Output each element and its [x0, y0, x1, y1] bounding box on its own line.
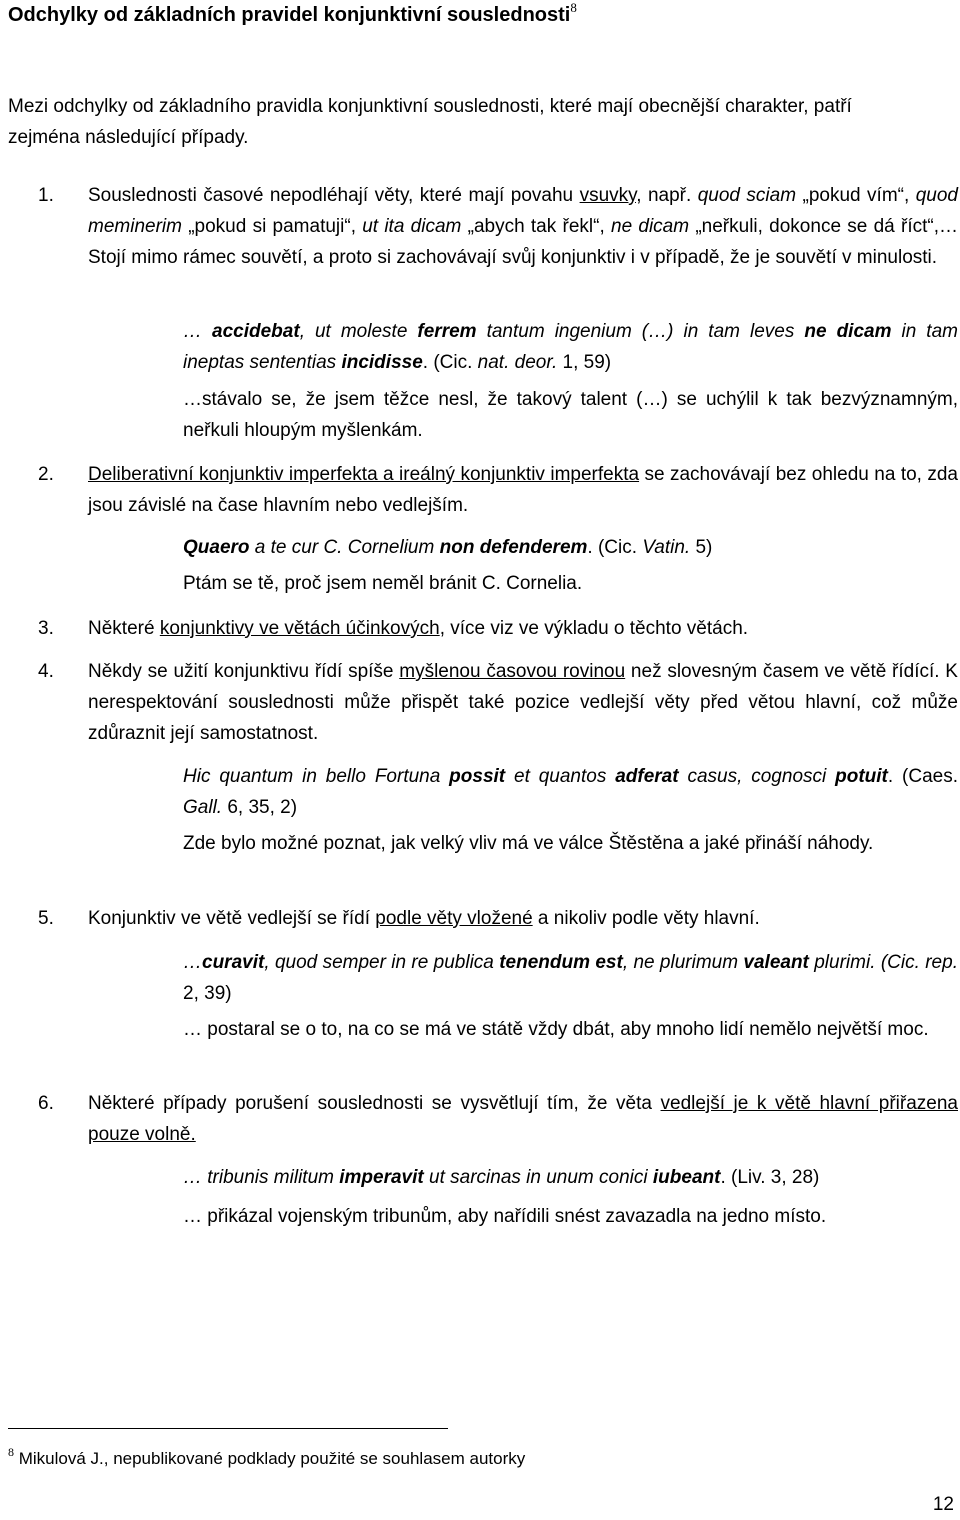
list-item-6 [38, 1088, 958, 1150]
list-item-1 [38, 180, 958, 273]
list-item-4 [38, 656, 958, 749]
example-czech-4: Zde bylo možné poznat, jak velký vliv má ve válce Štěstěna a jaké přináší náhody. [183, 833, 874, 854]
footnote-number: 8 [8, 1445, 14, 1459]
example-latin-5: …curavit, quod semper in re publica tenendum est, ne plurimum valeant plurimi. (Cic. rep. 2, 39) [183, 952, 958, 1004]
list-number: 4. [38, 661, 54, 682]
list-number: 6. [38, 1093, 54, 1114]
list-number: 2. [38, 464, 54, 485]
list-item-3 [38, 613, 958, 644]
page-title: Odchylky od základních pravidel konjunktivní souslednosti$^8$ [8, 0, 577, 26]
list-item-text: Některé konjunktivy ve větách účinkových, více viz ve výkladu o těchto větách. [88, 618, 749, 639]
list-item-text: Některé případy porušení souslednosti se vysvětlují tím, že věta vedlejší je k větě hlavní přiřazena pouze volně. [88, 1093, 958, 1145]
list-item-text: Souslednosti časové nepodléhají věty, které mají povahu vsuvky, např. quod sciam „pokud vím“, quod meminerim „pokud si pamatuji“, ut ita dicam „abych tak řekl“, ne dicam „neřkuli, dokonce se dá říct“,… Stojí mimo rámec souvětí, a proto si zachovávají svůj konjunktiv i v případě, že je souvětí v minulosti. [88, 185, 958, 268]
example-latin-4: Hic quantum in bello Fortuna possit et quantos adferat casus, cognosci potuit. (Caes. Gall. 6, 35, 2) [183, 766, 958, 818]
intro-paragraph: Mezi odchylky od základního pravidla konjunktivní souslednosti, které mají obecnější charakter, patří zejména následující případy. [8, 96, 852, 148]
list-item-2 [38, 459, 958, 521]
list-item-text: Někdy se užití konjunktivu řídí spíše myšlenou časovou rovinou než slovesným časem ve větě řídící. K nerespektování souslednosti může přispět také pozice vedlejší věty před větou hlavní, což může zdůraznit její samostatnost. [88, 661, 958, 744]
page-number: 12 [932, 1494, 954, 1515]
example-czech-1: …stávalo se, že jsem těžce nesl, že takový talent (…) se uchýlil k tak bezvýznamným, neřkuli hloupým myšlenkám. [183, 389, 958, 441]
footnote-divider [8, 1428, 448, 1429]
footnote-text: Mikulová J., nepublikované podklady použité se souhlasem autorky [14, 1449, 526, 1468]
list-item-5 [38, 903, 958, 934]
example-latin-1: … accidebat, ut moleste ferrem tantum ingenium (…) in tam leves ne dicam in tam ineptas sententias incidisse. (Cic. nat. deor. 1, 59) [183, 321, 958, 373]
footnote-ref[interactable]: 8 [570, 0, 577, 15]
list-number: 3. [38, 618, 54, 639]
footnote [8, 1443, 525, 1474]
example-czech-6: … přikázal vojenským tribunům, aby nařídili snést zavazadla na jedno místo. [183, 1206, 827, 1227]
list-number: 1. [38, 185, 54, 206]
example-latin-6: … tribunis militum imperavit ut sarcinas in unum conici iubeant. (Liv. 3, 28) [183, 1167, 820, 1188]
example-latin-2: Quaero a te cur C. Cornelium non defenderem. (Cic. Vatin. 5) [183, 537, 713, 558]
example-czech-2: Ptám se tě, proč jsem neměl bránit C. Cornelia. [183, 573, 583, 594]
list-number: 5. [38, 908, 54, 929]
list-item-text: Konjunktiv ve větě vedlejší se řídí podle věty vložené a nikoliv podle věty hlavní. [88, 908, 760, 929]
list-item-text: Deliberativní konjunktiv imperfekta a ireálný konjunktiv imperfekta se zachovávají bez ohledu na to, zda jsou závislé na čase hlavním nebo vedlejším. [88, 464, 958, 516]
example-czech-5: … postaral se o to, na co se má ve státě vždy dbát, aby mnoho lidí nemělo největší moc. [183, 1019, 929, 1040]
